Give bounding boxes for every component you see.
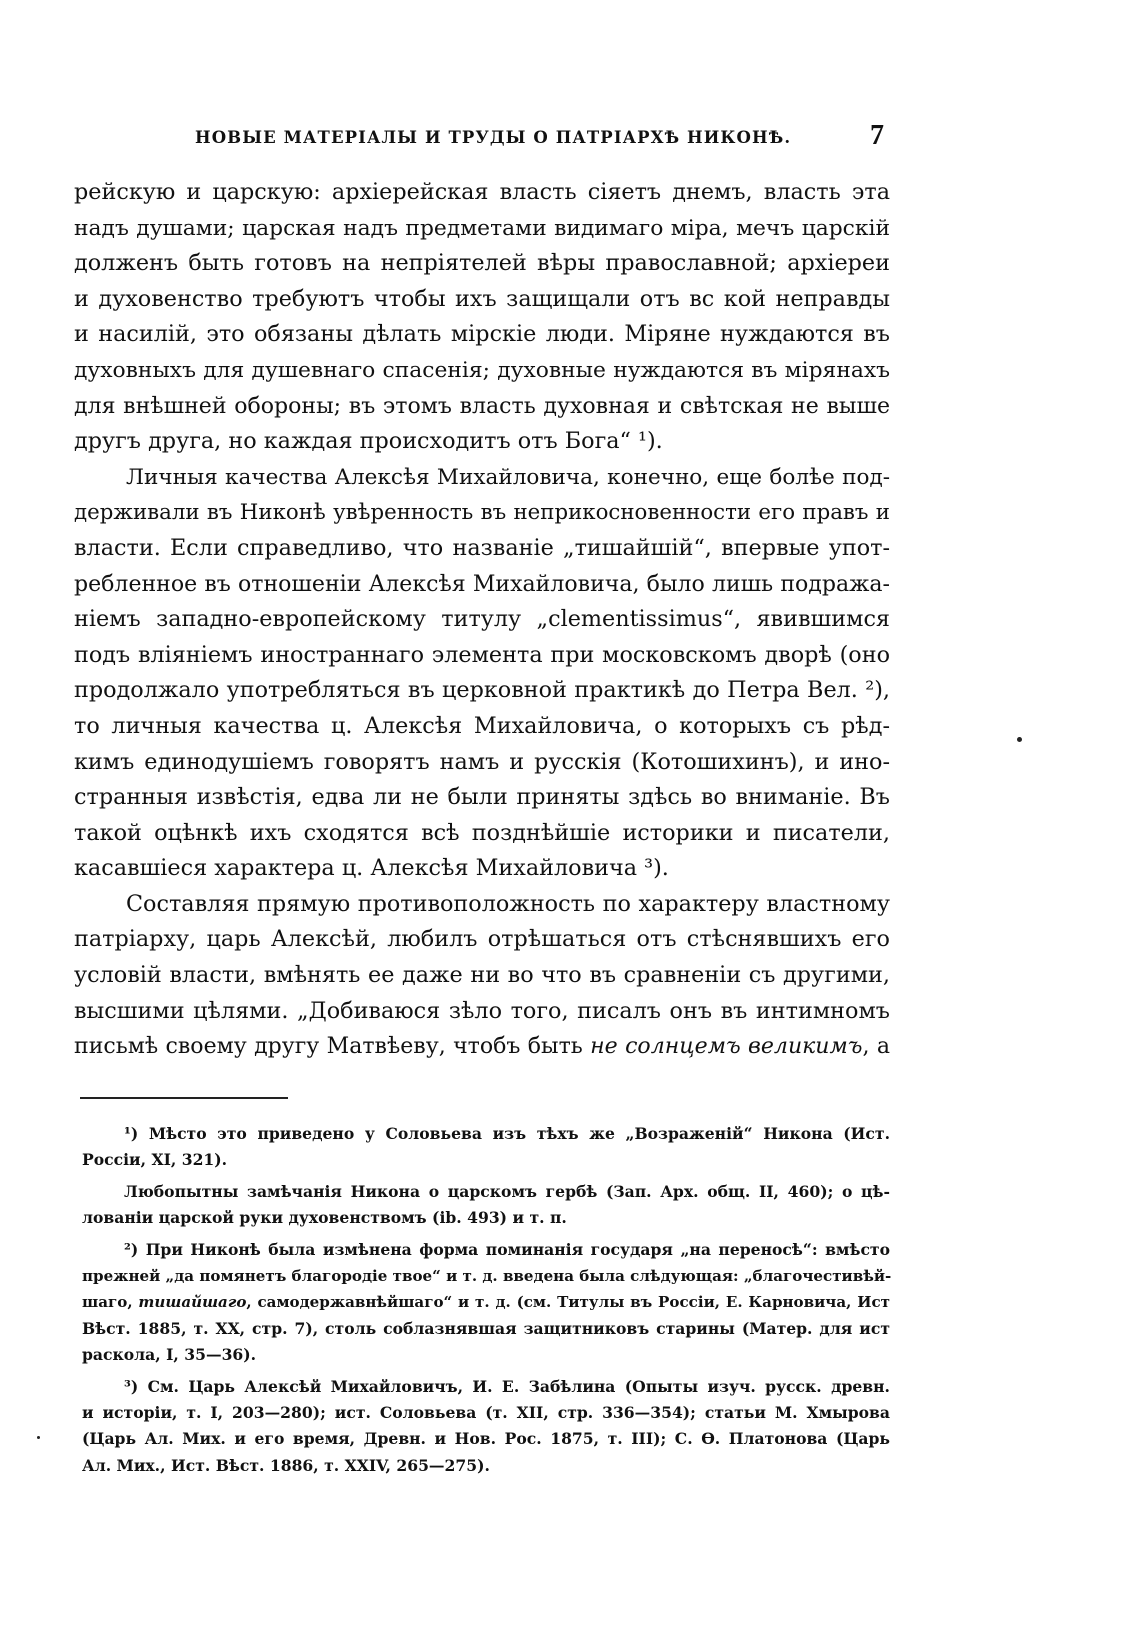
text-line: ребленное въ отношеніи Алексѣя Михайловича, было лишь подража-	[74, 571, 890, 597]
italic-phrase: тишайшаго	[138, 1293, 247, 1312]
text-line: условій власти, вмѣнять ее даже ни во что въ сравненіи съ другими,	[74, 962, 890, 989]
text-line: и духовенство требуютъ чтобы ихъ защищали отъ вс кой неправды	[74, 285, 890, 312]
footnote-line: и исторіи, т. I, 203—280); ист. Соловьева (т. XII, стр. 336—354); статьи М. Хмырова	[82, 1402, 890, 1422]
text-segment: , а	[862, 1034, 890, 1060]
footnote-line: Россіи, XI, 321).	[82, 1150, 228, 1170]
text-line: высшими цѣлями. „Добиваюся зѣло того, писалъ онъ въ интимномъ	[74, 997, 890, 1024]
text-line: духовныхъ для душевнаго спасенія; духовные нуждаются въ мірянахъ	[74, 357, 890, 383]
text-line: продолжало употребляться въ церковной практикѣ до Петра Вел. ²),	[74, 677, 890, 704]
text-line: власти. Если справедливо, что названіе „тишайшій“, впервые упот-	[74, 534, 890, 561]
footnote-line: ³) См. Царь Алексѣй Михайловичъ, И. Е. Забѣлина (Опыты изуч. русск. древн.	[124, 1376, 890, 1396]
text-segment: письмѣ своему другу Матвѣеву, чтобъ быть	[74, 1034, 591, 1060]
footnote-line: лованіи царской руки духовенствомъ (ib. 493) и т. п.	[82, 1208, 567, 1228]
text-line: подъ вліяніемъ иностраннаго элемента при московскомъ дворѣ (оно	[74, 641, 890, 668]
running-title: НОВЫЕ МАТЕРІАЛЫ И ТРУДЫ О ПАТРІАРХѢ НИКОНѢ.	[195, 128, 792, 147]
text-segment: , самодержавнѣйшаго“ и т. д. (см. Титулы въ Россіи, Е. Карновича, Ист	[246, 1293, 891, 1312]
text-line: рейскую и царскую: архіерейская власть сіяетъ днемъ, власть эта	[74, 179, 890, 205]
text-line: другъ друга, но каждая происходитъ отъ Бога“ ¹).	[74, 428, 663, 455]
ink-speck	[37, 1436, 40, 1439]
paragraph-start: Составляя прямую противоположность по характеру властному	[126, 890, 890, 917]
text-line: касавшіеся характера ц. Алексѣя Михайловича ³).	[74, 855, 669, 882]
page-number: 7	[870, 120, 884, 151]
footnote-line: (Царь Ал. Мих. и его время, Древн. и Нов. Рос. 1875, т. III); С. Ѳ. Платонова (Царь	[82, 1429, 890, 1449]
text-line: долженъ быть готовъ на непріятелей вѣры православной; архіереи	[74, 250, 890, 277]
text-segment: шаго,	[82, 1293, 139, 1312]
footnote-line: Любопытны замѣчанія Никона о царскомъ гербѣ (Зап. Арх. общ. II, 460); о цѣ-	[124, 1181, 890, 1201]
text-line: держивали въ Никонѣ увѣренность въ неприкосновенности его правъ и	[74, 500, 890, 526]
text-line: и насилій, это обязаны дѣлать мірскіе люди. Міряне нуждаются въ	[74, 321, 890, 348]
text-line: такой оцѣнкѣ ихъ сходятся всѣ позднѣйшіе историки и писатели,	[74, 819, 890, 846]
footnote-line	[82, 1289, 890, 1315]
footnote-line: ²) При Никонѣ была измѣнена форма поминанія государя „на переносѣ“: вмѣсто	[124, 1239, 890, 1259]
text-line: патріарху, царь Алексѣй, любилъ отрѣшаться отъ стѣснявшихъ его	[74, 926, 890, 953]
text-line: кимъ единодушіемъ говорятъ намъ и русскія (Котошихинъ), и ино-	[74, 748, 890, 775]
footnote-line: Ал. Мих., Ист. Вѣст. 1886, т. XXIV, 265—275).	[82, 1455, 490, 1475]
text-line: для внѣшней обороны; въ этомъ власть духовная и свѣтская не выше	[74, 393, 890, 419]
text-line: странныя извѣстія, едва ли не были приняты здѣсь во вниманіе. Въ	[74, 784, 890, 811]
text-line	[74, 1029, 890, 1065]
footnotes	[82, 1121, 890, 1479]
text-line: то личныя качества ц. Алексѣя Михайловича, о которыхъ съ рѣд-	[74, 712, 890, 739]
main-text	[74, 175, 890, 1065]
ink-speck	[1017, 737, 1022, 742]
paragraph-start: Личныя качества Алексѣя Михайловича, конечно, еще болѣе под-	[126, 464, 890, 490]
footnote-line: ¹) Мѣсто это приведено у Соловьева изъ тѣхъ же „Возраженій“ Никона (Ист.	[124, 1124, 890, 1143]
italic-phrase: не солнцемъ великимъ	[590, 1034, 863, 1060]
footnote-line: прежней „да помянетъ благородіе твое“ и т. д. введена была слѣдующая: „благочестивѣй-	[82, 1266, 892, 1285]
footnote-divider	[80, 1097, 288, 1099]
text-line: надъ душами; царская надъ предметами видимаго міра, мечъ царскій	[74, 215, 890, 241]
footnote-line: раскола, I, 35—36).	[82, 1345, 257, 1365]
footnote-line: Вѣст. 1885, т. XX, стр. 7), столь соблазнявшая защитниковъ старины (Матер. для ист	[82, 1318, 890, 1338]
text-line: ніемъ западно-европейскому титулу „clementissimus“, явившимся	[74, 606, 890, 633]
